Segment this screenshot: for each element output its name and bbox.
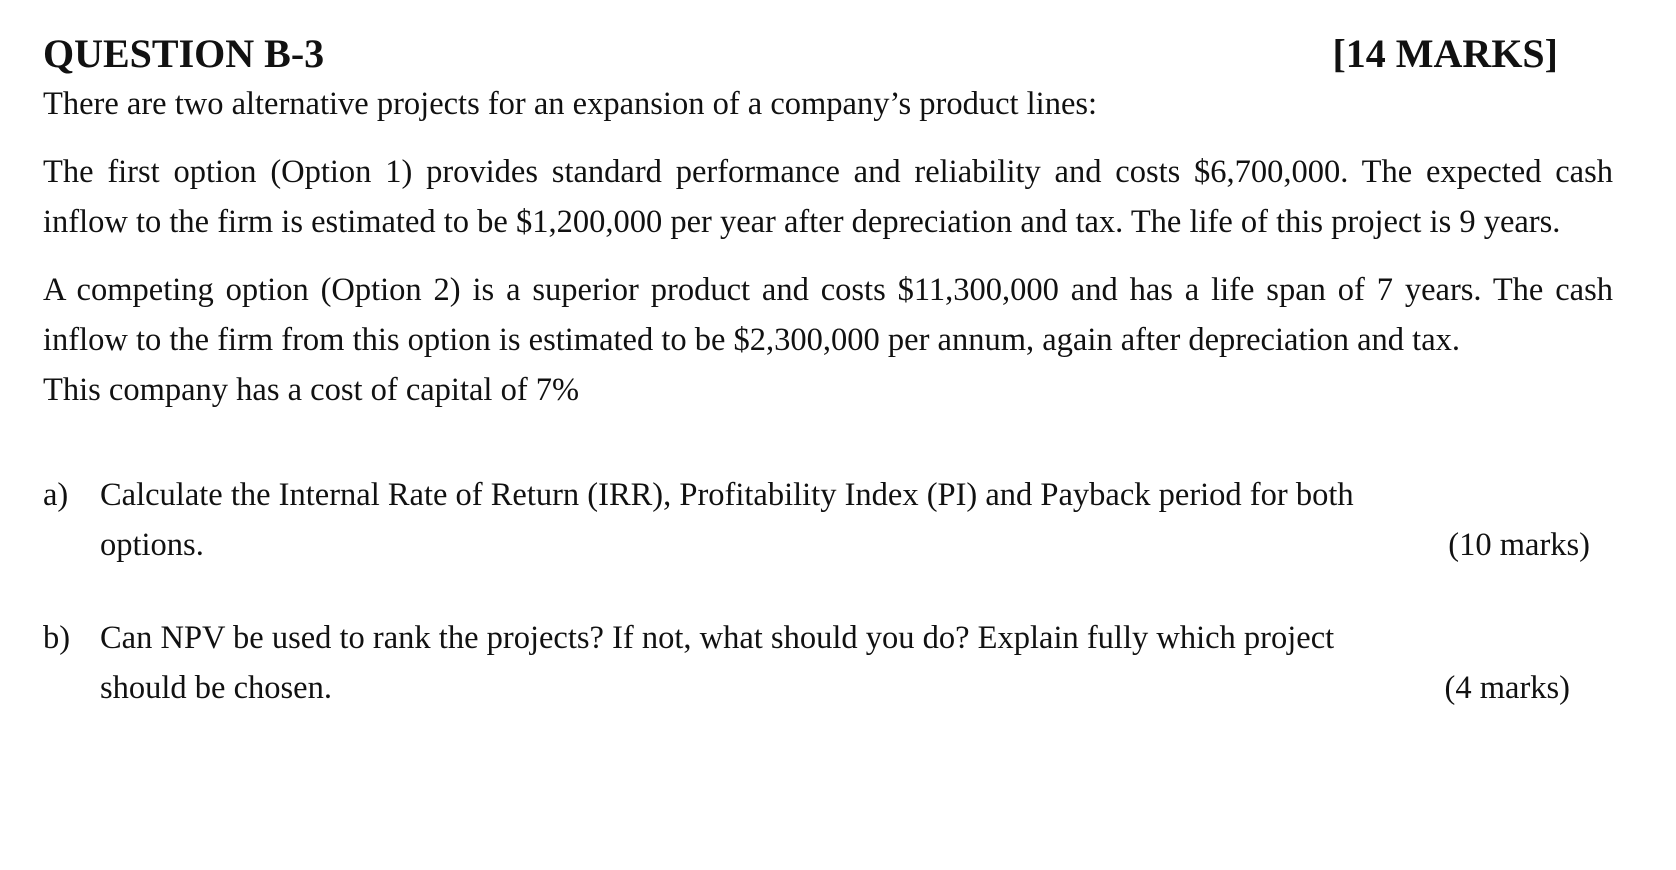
question-a-label: a) [43,477,69,513]
question-a-last-line [100,520,1590,570]
question-title: QUESTION B-3 [43,31,325,76]
intro-text: There are two alternative projects for an expansion of a company’s product lines: [43,86,1098,122]
question-b-text-end: should be chosen. [100,670,332,706]
cost-of-capital-text: This company has a cost of capital of 7% [43,372,580,408]
question-a-marks: (10 marks) [1448,527,1590,563]
question-page [43,30,1618,713]
total-marks: [14 MARKS] [1332,31,1558,76]
question-heading [43,30,1558,78]
option-2-paragraph: A competing option (Option 2) is a superior product and costs $11,300,000 and has a life span of 7 years. The cash inflow to the firm from this option is estimated to be $2,300,000 per annum, again after depreciation and tax. [43,272,1613,358]
question-b-text: Can NPV be used to rank the projects? If not, what should you do? Explain fully which project [100,620,1335,656]
question-a-text: Calculate the Internal Rate of Return (IRR), Profitability Index (PI) and Payback period for both [100,477,1354,513]
option-1-paragraph: The first option (Option 1) provides standard performance and reliability and costs $6,700,000. The expected cash inflow to the firm is estimated to be $1,200,000 per year after depreciation and tax. The life of this project is 9 years. [43,154,1613,240]
question-b-label: b) [43,620,71,656]
question-b [43,613,1618,713]
question-b-marks: (4 marks) [1444,670,1570,706]
question-a-text-end: options. [100,527,204,563]
question-a [43,470,1618,570]
question-b-last-line [100,663,1570,713]
